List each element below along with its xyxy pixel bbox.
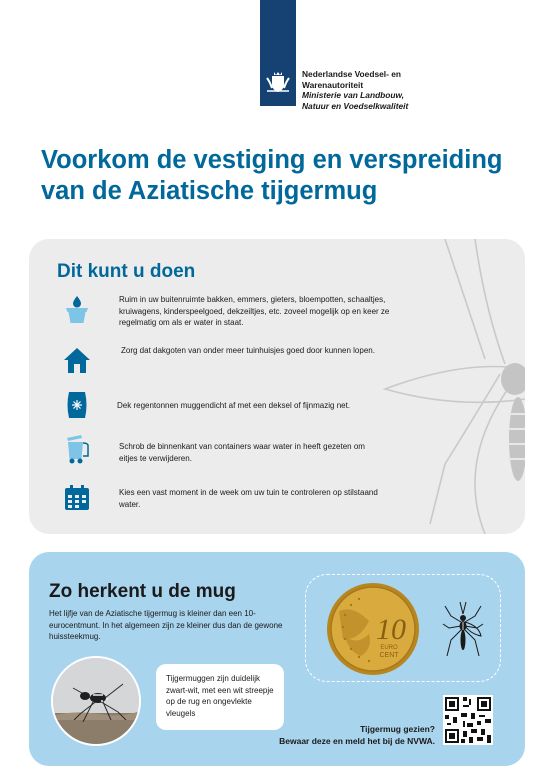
coat-of-arms-icon xyxy=(263,66,293,96)
list-item xyxy=(62,294,419,329)
report-call-to-action xyxy=(279,724,435,747)
title-line-1: Voorkom de vestiging en verspreiding xyxy=(41,146,503,174)
recognize-heading: Zo herkent u de mug xyxy=(49,581,236,602)
list-item xyxy=(62,390,417,420)
waste-bin-icon xyxy=(62,434,92,464)
org-line-3: Ministerie van Landbouw, xyxy=(302,90,405,101)
calendar-icon xyxy=(62,483,92,513)
cta-line-2: Bewaar deze en meld het bij de NVWA. xyxy=(279,735,435,746)
recognize-panel xyxy=(29,552,525,766)
coin-label-euro: EURO xyxy=(380,645,398,651)
water-drop-bucket-icon xyxy=(62,294,92,324)
rain-barrel-icon xyxy=(62,390,92,420)
tip-text: Dek regentonnen muggendicht af met een deksel of fijnmazig net. xyxy=(117,401,351,410)
recognize-text: Het lijfje van de Aziatische tijgermug is kleiner dan een 10-eurocentmunt. In het algemeen zijn ze kleiner dus dan de gewone huissteekmug. xyxy=(49,609,283,641)
coin-label-cent: CENT xyxy=(379,652,399,659)
title-line-2: van de Aziatische tijgermug xyxy=(41,177,378,205)
list-item xyxy=(62,483,379,513)
actions-heading: Dit kunt u doen xyxy=(57,261,196,282)
list-item xyxy=(62,434,379,464)
cta-line-1: Tijgermug gezien? xyxy=(360,724,435,734)
list-item xyxy=(62,345,421,375)
house-icon xyxy=(62,345,92,375)
tip-text: Kies een vast moment in de week om uw tuin te controleren op stilstaand water. xyxy=(119,488,378,509)
tip-text: Ruim in uw buitenruimte bakken, emmers, gieters, bloempotten, schaaltjes, kruiwagens, kinderspeelgoed, dekzeiltjes, etc. zoveel mogelijk op en keer ze regelmatig om als er water in staat. xyxy=(119,295,390,327)
org-line-2: Warenautoriteit xyxy=(302,79,364,90)
info-bubble: Tijgermuggen zijn duidelijk zwart-wit, met een wit streepje op de rug en ongevlekte vleugels xyxy=(156,664,284,730)
ten-cent-coin-icon xyxy=(325,581,421,677)
organization-name xyxy=(302,69,408,111)
page-title xyxy=(41,145,521,207)
org-line-1: Nederlandse Voedsel- en xyxy=(302,69,401,79)
org-line-4: Natuur en Voedselkwaliteit xyxy=(302,100,409,111)
tip-text: Zorg dat dakgoten van onder meer tuinhuisjes goed door kunnen lopen. xyxy=(121,346,375,355)
tiger-mosquito-photo xyxy=(51,656,141,746)
qr-code-icon[interactable] xyxy=(443,695,493,745)
tip-text: Schrob de binnenkant van containers waar water in heeft gezeten om eitjes te verwijderen. xyxy=(119,442,365,463)
coin-value: 10 xyxy=(376,613,406,646)
actions-panel xyxy=(29,239,525,534)
mosquito-icon xyxy=(441,600,485,660)
